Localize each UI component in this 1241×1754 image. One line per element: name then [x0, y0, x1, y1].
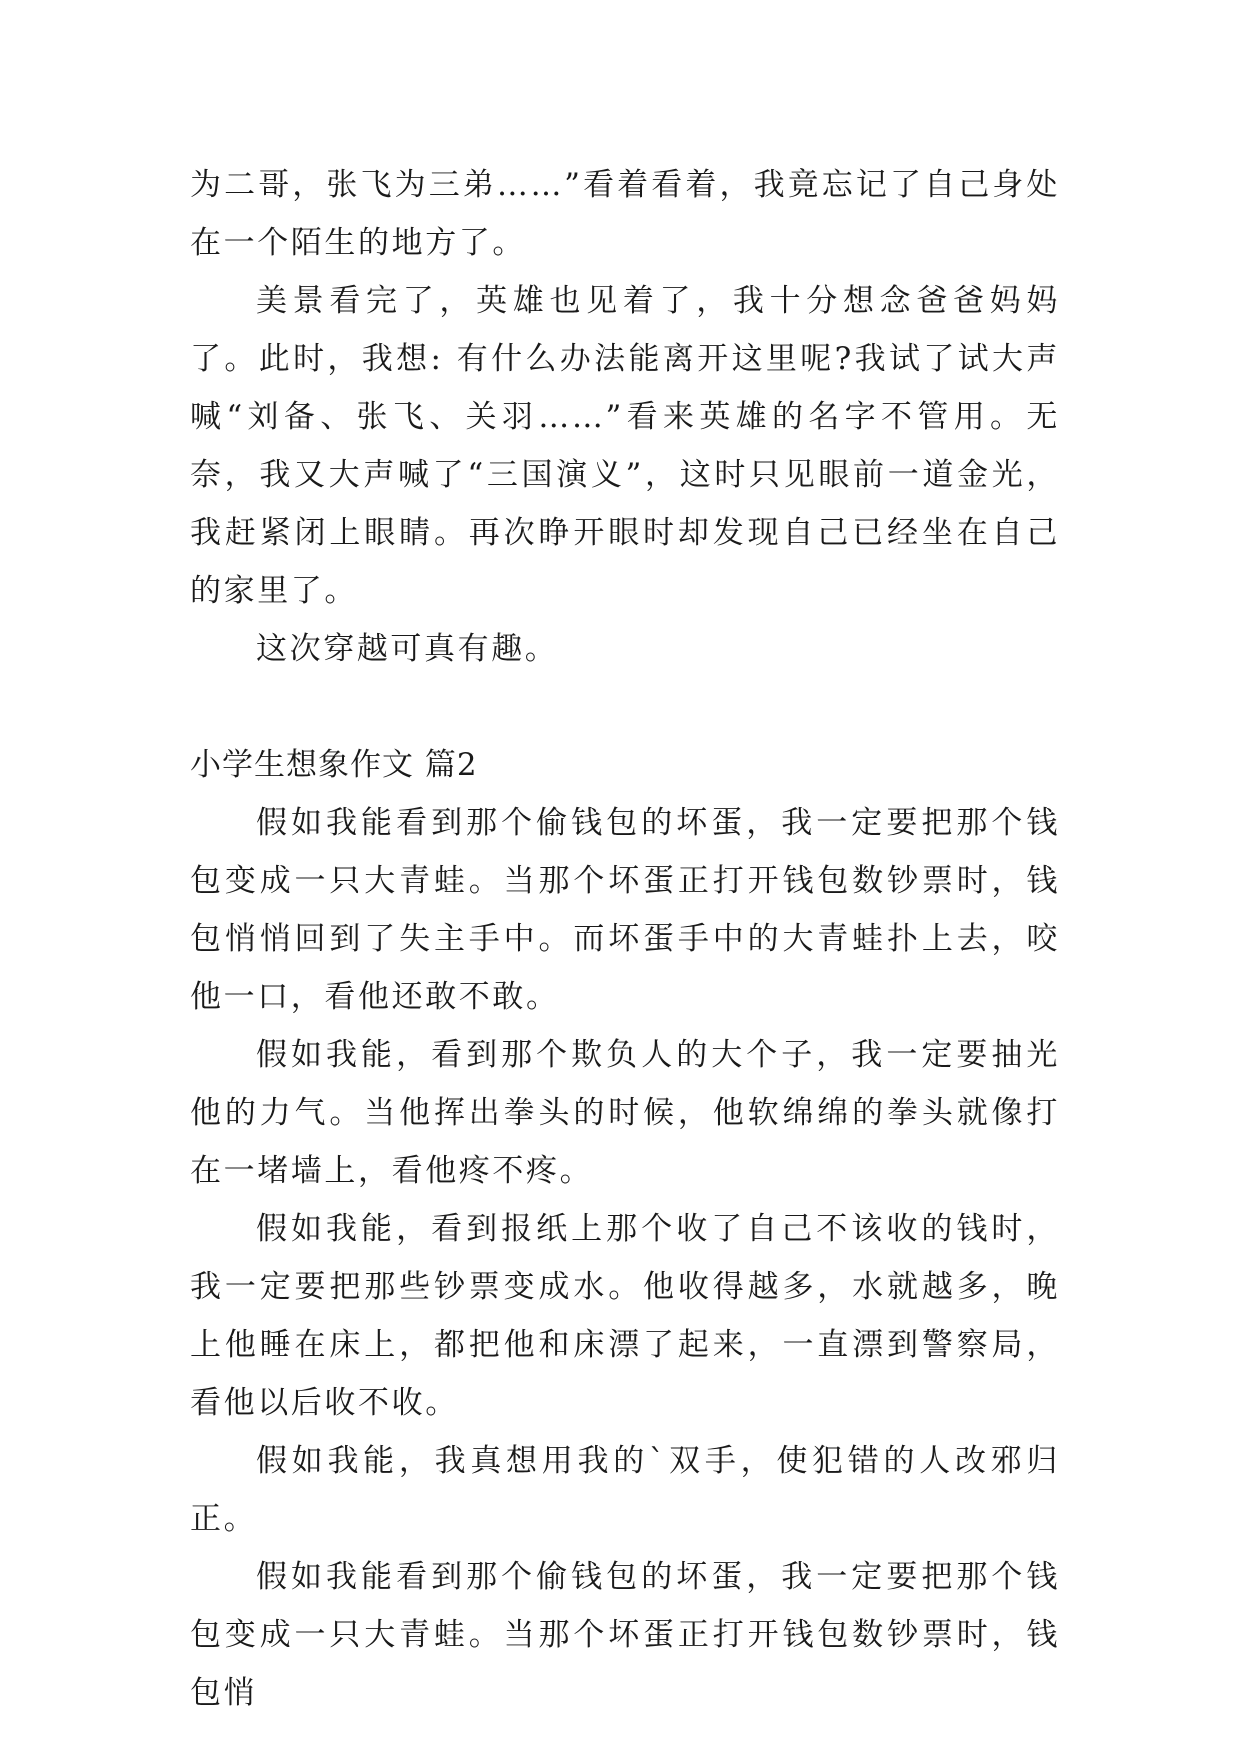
section-heading: 小学生想象作文 篇2 [190, 747, 478, 783]
paragraph-correct-wrongdoers: 假如我能，我真想用我的`双手，使犯错的人改邪归正。 [190, 1443, 1060, 1537]
document-body [190, 156, 1060, 1722]
paragraph-conclusion: 这次穿越可真有趣。 [256, 631, 559, 667]
paragraph-wallet-thief: 假如我能看到那个偷钱包的坏蛋，我一定要把那个钱包变成一只大青蛙。当那个坏蛋正打开钱包数钞票时，钱包悄悄回到了失主手中。而坏蛋手中的大青蛙扑上去，咬他一口，看他还敢不敢。 [190, 805, 1060, 1015]
continued-paragraph: 为二哥，张飞为三弟……”看着看着，我竟忘记了自己身处在一个陌生的地方了。 [190, 167, 1060, 261]
paragraph-wallet-thief-repeat: 假如我能看到那个偷钱包的坏蛋，我一定要把那个钱包变成一只大青蛙。当那个坏蛋正打开钱包数钞票时，钱包悄 [190, 1559, 1060, 1711]
paragraph-bully: 假如我能，看到那个欺负人的大个子，我一定要抽光他的力气。当他挥出拳头的时候，他软绵绵的拳头就像打在一堵墙上，看他疼不疼。 [190, 1037, 1060, 1189]
paragraph-bribe-money: 假如我能，看到报纸上那个收了自己不该收的钱时，我一定要把那些钞票变成水。他收得越多，水就越多，晚上他睡在床上，都把他和床漂了起来，一直漂到警察局，看他以后收不收。 [190, 1211, 1060, 1421]
paragraph-return-home: 美景看完了，英雄也见着了，我十分想念爸爸妈妈了。此时，我想: 有什么办法能离开这里呢?我试了试大声喊“刘备、张飞、关羽……”看来英雄的名字不管用。无奈，我又大声喊了“三国演义”，这时只见眼前一道金光，我赶紧闭上眼睛。再次睁开眼时却发现自己已经坐在自己的家里了。 [190, 283, 1060, 609]
